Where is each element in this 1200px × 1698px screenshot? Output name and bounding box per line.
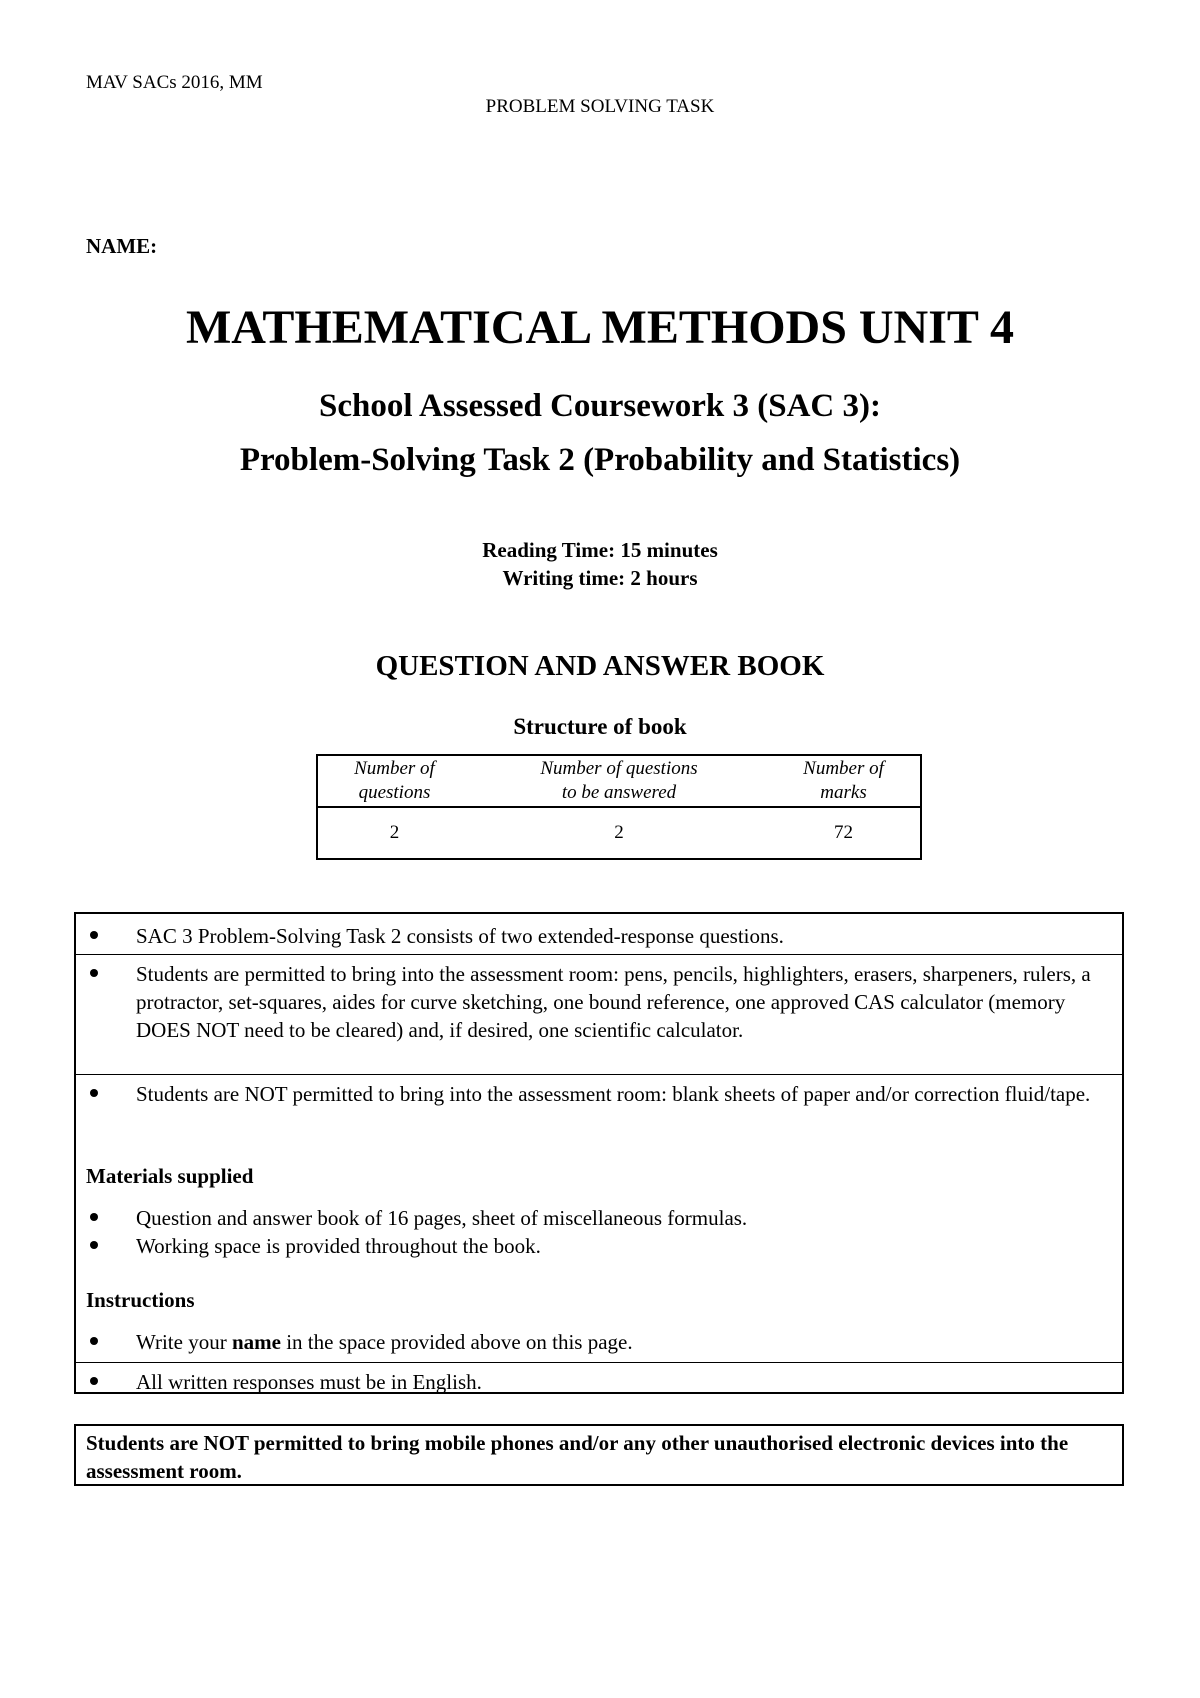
bullet-text-pre: Write your	[136, 1330, 232, 1354]
col1-line1: Number of	[354, 758, 435, 779]
col-number-of-marks	[767, 755, 921, 807]
col3-line1: Number of	[803, 758, 884, 779]
bullet-icon	[90, 1337, 98, 1345]
value-questions-answered: 2	[614, 822, 624, 843]
writing-time: Writing time: 2 hours	[502, 566, 698, 590]
page-title: MATHEMATICAL METHODS UNIT 4	[185, 301, 1015, 354]
bullet-text: Question and answer book of 16 pages, sheet of miscellaneous formulas.	[136, 1206, 748, 1230]
bullet-text: All written responses must be in English.	[136, 1370, 482, 1394]
list-item	[86, 1232, 1106, 1260]
structure-value-row	[317, 807, 921, 859]
list-item	[86, 960, 1106, 1044]
divider	[76, 1074, 1122, 1075]
col1-line2: questions	[358, 782, 431, 803]
subtitle-line-2: Problem-Solving Task 2 (Probability and Statistics)	[239, 442, 961, 478]
value-questions: 2	[389, 822, 400, 843]
bullet-text-post: in the space provided above on this page.	[280, 1330, 633, 1354]
bullet-text: Students are NOT permitted to bring into the assessment room: blank sheets of paper and/or correction fluid/tape.	[136, 1082, 1091, 1106]
col2-line1: Number of questions	[540, 758, 698, 779]
instructions-box	[74, 912, 1124, 1394]
list-item	[86, 1204, 1106, 1232]
header-left: MAV SACs 2016, MM	[86, 72, 263, 93]
divider	[76, 1362, 1122, 1363]
structure-header-row	[317, 755, 921, 807]
col-questions-to-answer	[471, 755, 767, 807]
col2-line2: to be answered	[561, 782, 677, 803]
list-item	[86, 1368, 1106, 1396]
col-number-of-questions	[317, 755, 471, 807]
bullet-icon	[90, 1089, 98, 1097]
book-heading: QUESTION AND ANSWER BOOK	[375, 650, 825, 682]
bullet-icon	[90, 1377, 98, 1385]
divider	[76, 954, 1122, 955]
bullet-text-bold: name	[231, 1330, 281, 1354]
bullet-text	[136, 1328, 1106, 1356]
bullet-icon	[90, 931, 98, 939]
bullet-text: Students are permitted to bring into the assessment room: pens, pencils, highlighters, erasers, sharpeners, rulers, a protractor, set-squares, aides for curve sketching, one bound reference, one approved CAS calculator (memory DOES NOT need to be cleared) and, if desired, one scientific calculator.	[136, 962, 1091, 1042]
subtitle-line-1: School Assessed Coursework 3 (SAC 3):	[319, 388, 881, 424]
structure-table	[316, 754, 922, 860]
name-label: NAME:	[86, 234, 158, 258]
bullet-text: SAC 3 Problem-Solving Task 2 consists of two extended-response questions.	[136, 924, 784, 948]
structure-heading: Structure of book	[513, 714, 687, 739]
bullet-icon	[90, 1213, 98, 1221]
list-item	[86, 922, 1106, 950]
header-center: PROBLEM SOLVING TASK	[485, 96, 715, 117]
bullet-icon	[90, 1241, 98, 1249]
instructions-heading: Instructions	[86, 1288, 195, 1312]
list-item	[86, 1080, 1106, 1108]
col3-line2: marks	[820, 782, 867, 803]
materials-heading: Materials supplied	[86, 1164, 254, 1188]
reading-time: Reading Time: 15 minutes	[482, 538, 718, 562]
list-item	[86, 1328, 1106, 1356]
warning-box: Students are NOT permitted to bring mobile phones and/or any other unauthorised electronic devices into the assessment room.	[74, 1424, 1124, 1486]
value-marks: 72	[834, 822, 854, 843]
bullet-text: Working space is provided throughout the book.	[136, 1234, 541, 1258]
bullet-icon	[90, 969, 98, 977]
